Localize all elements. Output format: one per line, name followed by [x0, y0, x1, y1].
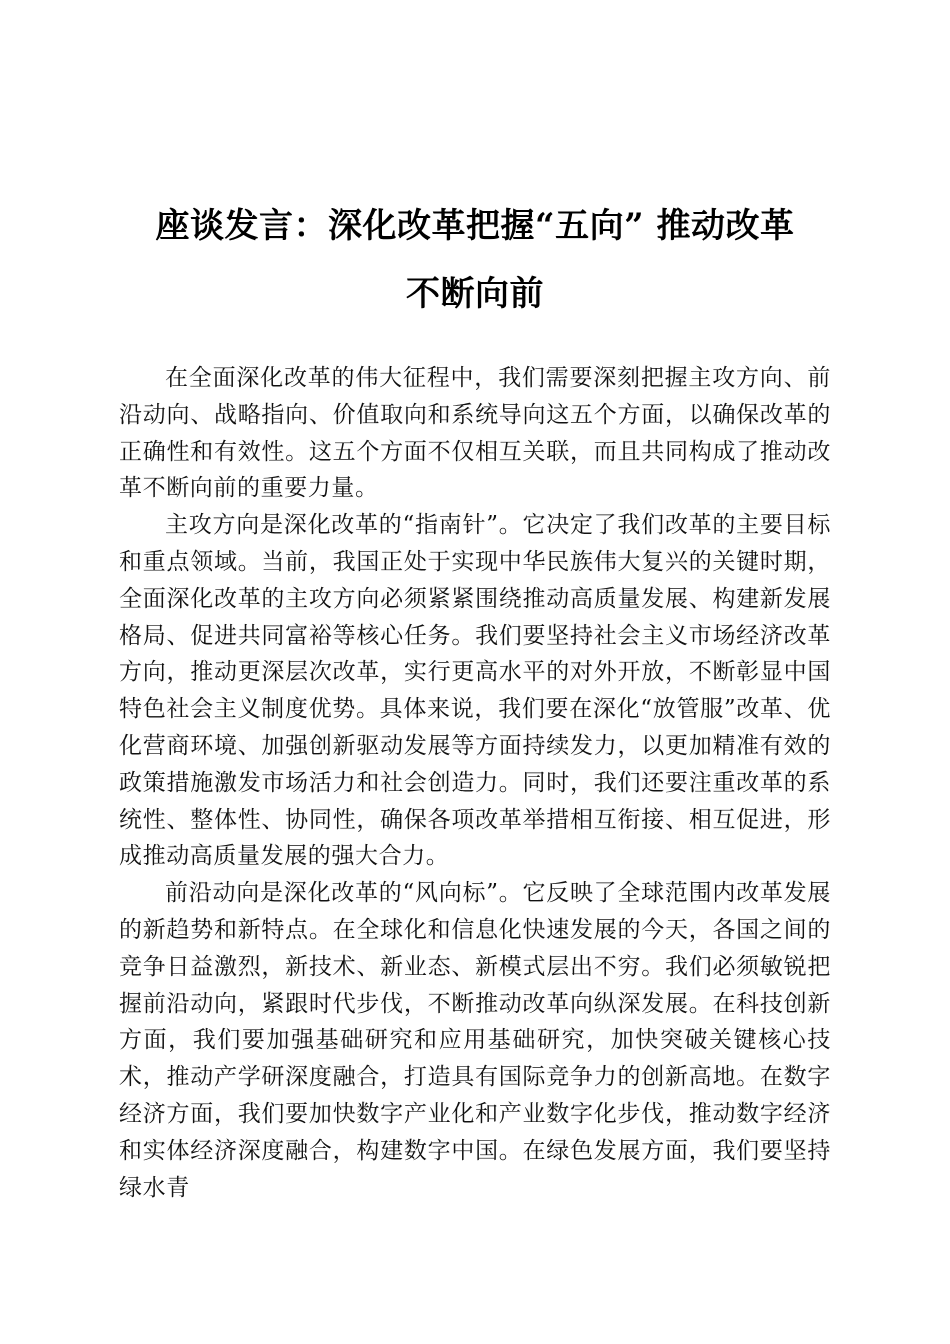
document-title-line-2: 不断向前 — [406, 274, 544, 314]
body-paragraph-frontier-trends: 前沿动向是深化改革的“风向标”。它反映了全球范围内改革发展的新趋势和新特点。在全球化和信息化快速发展的今天，各国之间的竞争日益激烈，新技术、新业态、新模式层出不穷。我们必须敏锐把握前沿动向，紧跟时代步伐，不断推动改革向纵深发展。在科技创新方面，我们要加强基础研究和应用基础研究，加快突破关键核心技术，推动产学研深度融合，打造具有国际竞争力的创新高地。在数字经济方面，我们要加快数字产业化和产业数字化步伐，推动数字经济和实体经济深度融合，构建数字中国。在绿色发展方面，我们要坚持绿水青 — [119, 880, 831, 1201]
body-paragraph-intro: 在全面深化改革的伟大征程中，我们需要深刻把握主攻方向、前沿动向、战略指向、价值取向和系统导向这五个方面，以确保改革的正确性和有效性。这五个方面不仅相互关联，而且共同构成了推动改革不断向前的重要力量。 — [119, 365, 831, 502]
document-title-line-1: 座谈发言：深化改革把握“五向” 推动改革 — [155, 206, 795, 246]
document-body — [119, 360, 831, 1206]
body-paragraph-main-direction: 主攻方向是深化改革的“指南针”。它决定了我们改革的主要目标和重点领域。当前，我国正处于实现中华民族伟大复兴的关键时期，全面深化改革的主攻方向必须紧紧围绕推动高质量发展、构建新发展格局、促进共同富裕等核心任务。我们要坚持社会主义市场经济改革方向，推动更深层次改革，实行更高水平的对外开放，不断彰显中国特色社会主义制度优势。具体来说，我们要在深化“放管服”改革、优化营商环境、加强创新驱动发展等方面持续发力，以更加精准有效的政策措施激发市场活力和社会创造力。同时，我们还要注重改革的系统性、整体性、协同性，确保各项改革举措相互衔接、相互促进，形成推动高质量发展的强大合力。 — [119, 512, 831, 870]
